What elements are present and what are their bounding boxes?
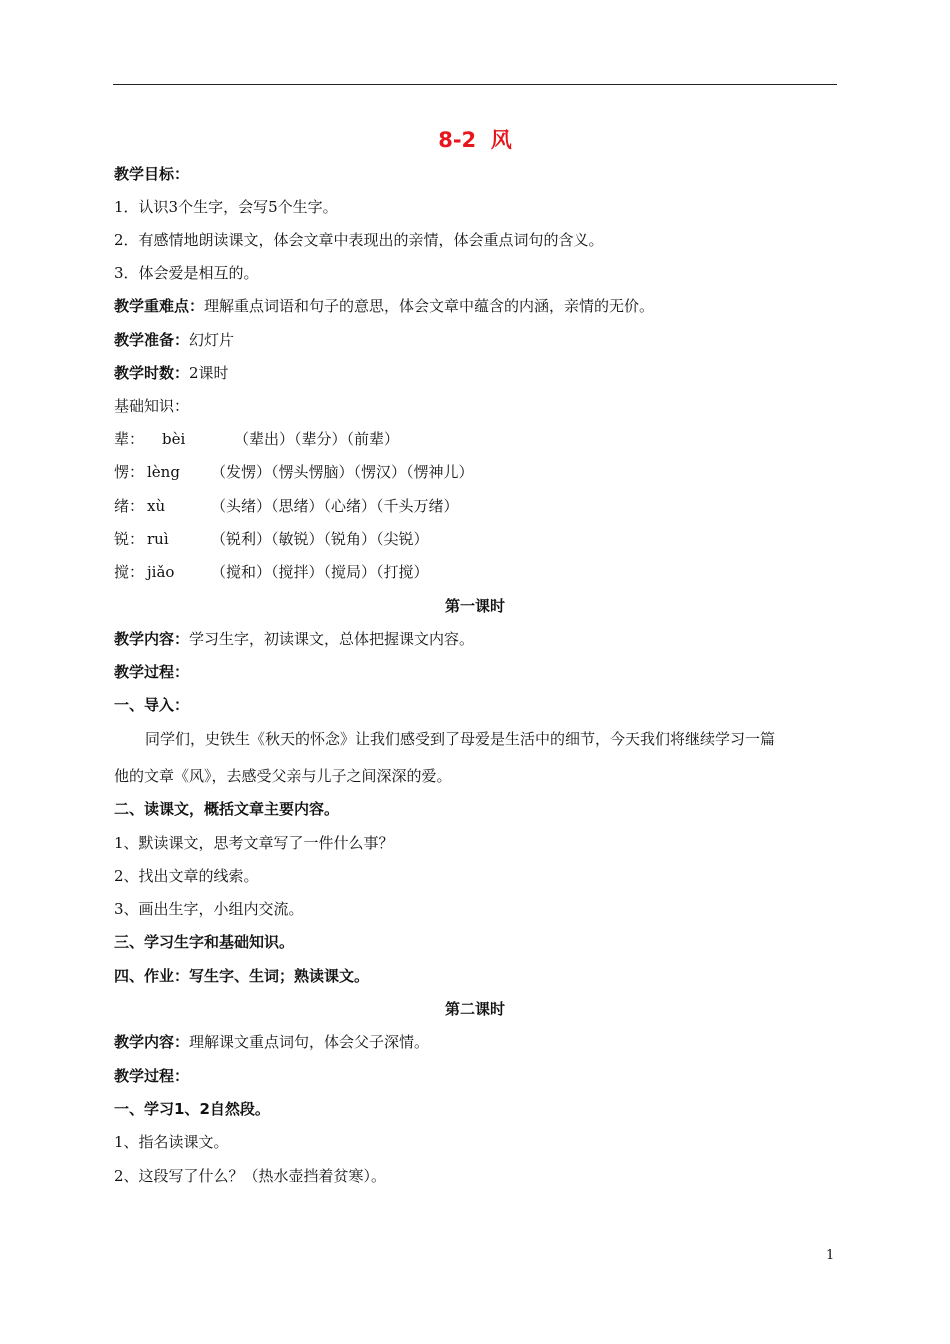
lesson1-intro-line2: 他的文章《风》，去感受父亲与儿子之间深深的爱。 (114, 767, 452, 785)
preparation (114, 330, 838, 350)
lesson1-intro-line1: 同学们，史铁生《秋天的怀念》让我们感受到了母爱是生活中的细节，今天我们将继续学习一篇 (145, 730, 776, 748)
objective-item: 3．体会爱是相互的。 (114, 264, 259, 282)
vocab-words: （辈出）（辈分）（前辈） (234, 430, 400, 448)
lesson1-section4-heading: 四、作业：写生字、生词；熟读课文。 (114, 967, 370, 985)
vocab-words: （头绪）（思绪）（心绪）（千头万绪） (211, 497, 459, 515)
lesson1-content-label: 教学内容： (114, 630, 190, 648)
vocab-row (114, 562, 838, 582)
teaching-hours-label: 教学时数： (114, 364, 190, 382)
header-rule (113, 84, 837, 85)
vocab-words: （锐利）（敏锐）（锐角）（尖锐） (211, 530, 429, 548)
teaching-hours (114, 363, 838, 383)
lesson1-content-text: 学习生字，初读课文，总体把握课文内容。 (189, 630, 475, 648)
vocab-pinyin: ruì (147, 530, 169, 548)
lesson2-content-text: 理解课文重点词句，体会父子深情。 (189, 1033, 430, 1051)
lesson2-process-label: 教学过程： (114, 1067, 190, 1085)
vocab-char: 搅： (114, 563, 145, 581)
lesson1-process-label: 教学过程： (114, 663, 190, 681)
vocab-char: 绪： (114, 497, 145, 515)
lesson1-heading: 第一课时 (444, 597, 505, 615)
vocab-pinyin: lèng (147, 463, 180, 481)
lesson2-heading: 第二课时 (444, 1000, 505, 1018)
page-number: 1 (826, 1248, 835, 1263)
lesson1-section1-heading: 一、导入： (114, 696, 190, 714)
vocab-char: 愣： (114, 463, 145, 481)
vocab-words: （搅和）（搅拌）（搅局）（打搅） (211, 563, 429, 581)
objectives-label: 教学目标： (114, 165, 190, 183)
vocab-row (114, 529, 838, 549)
vocab-pinyin: bèi (162, 430, 186, 448)
vocab-words: （发愣）（愣头愣脑）（愣汉）（愣神儿） (211, 463, 474, 481)
lesson1-section2-item: 1、默读课文，思考文章写了一件什么事？ (114, 834, 394, 852)
vocab-row (114, 462, 838, 482)
vocab-row (114, 496, 838, 516)
lesson1-section2-item: 2、找出文章的线索。 (114, 867, 259, 885)
key-points (114, 296, 838, 316)
vocab-pinyin: xù (147, 497, 166, 515)
vocab-pinyin: jiǎo (147, 563, 175, 581)
lesson2-content-label: 教学内容： (114, 1033, 190, 1051)
key-points-text: 理解重点词语和句子的意思，体会文章中蕴含的内涵，亲情的无价。 (204, 297, 655, 315)
objective-item: 2．有感情地朗读课文，体会文章中表现出的亲情，体会重点词句的含义。 (114, 231, 604, 249)
lesson2-content (114, 1032, 838, 1052)
lesson1-section2-heading: 二、读课文，概括文章主要内容。 (114, 800, 340, 818)
page-title: 8-2 风 (438, 128, 512, 152)
objective-item: 1．认识3个生字，会写5个生字。 (114, 198, 338, 216)
vocab-row (114, 429, 838, 449)
teaching-hours-text: 2课时 (189, 364, 229, 382)
lesson2-section1-heading: 一、学习1、2自然段。 (114, 1100, 270, 1118)
preparation-label: 教学准备： (114, 331, 190, 349)
basics-label: 基础知识： (114, 397, 190, 415)
lesson2-section1-item: 2、这段写了什么？（热水壶挡着贫寒）。 (114, 1167, 387, 1185)
preparation-text: 幻灯片 (189, 331, 235, 349)
lesson1-content (114, 629, 838, 649)
vocab-char: 辈： (114, 430, 145, 448)
key-points-label: 教学重难点： (114, 297, 205, 315)
lesson2-section1-item: 1、指名读课文。 (114, 1133, 229, 1151)
lesson1-section3-heading: 三、学习生字和基础知识。 (114, 933, 295, 951)
lesson1-section2-item: 3、画出生字，小组内交流。 (114, 900, 304, 918)
vocab-char: 锐： (114, 530, 145, 548)
